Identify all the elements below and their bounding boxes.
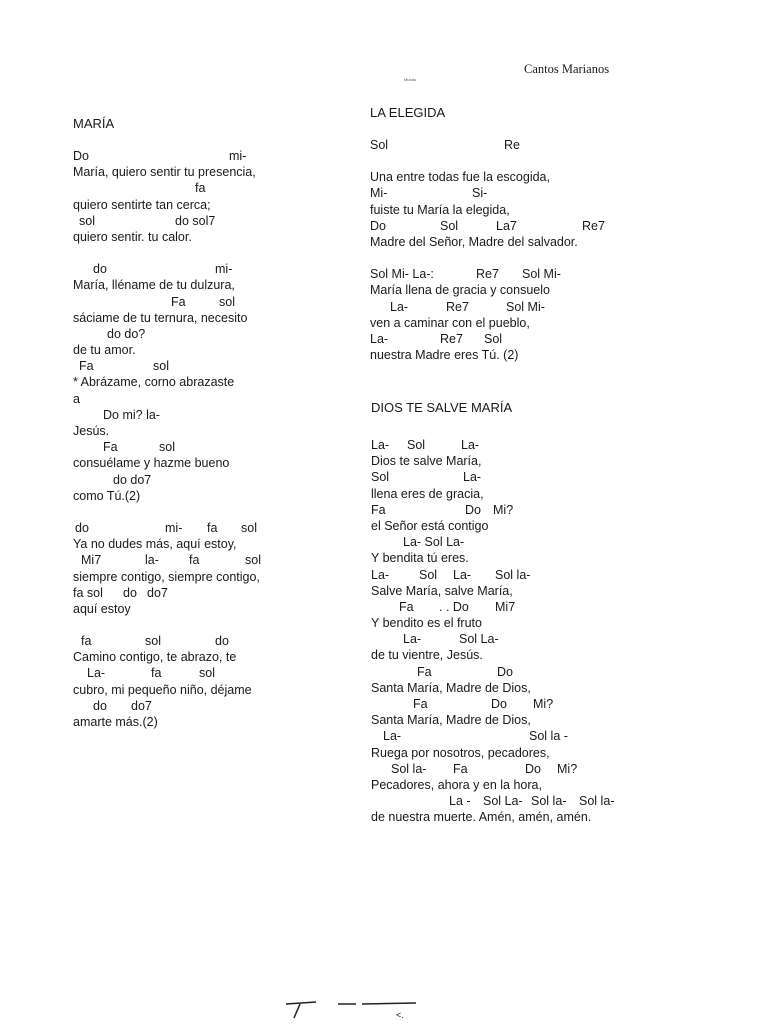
chord-line — [371, 793, 641, 809]
chord-line — [73, 665, 333, 681]
chord: Sol Mi- La-: — [370, 267, 434, 282]
lyric-line: consuélame y hazme bueno — [73, 456, 230, 471]
chord: do — [75, 520, 89, 535]
chord-line — [73, 439, 333, 455]
chord: do do? — [107, 326, 146, 341]
chord: sol — [159, 440, 175, 455]
chord: La- — [87, 666, 106, 681]
chord: la- — [145, 553, 159, 568]
chord: Sol la- — [579, 794, 615, 809]
chord-line — [371, 469, 641, 485]
chord-line — [73, 520, 333, 536]
chord: sol — [153, 359, 169, 374]
chord: fa — [195, 181, 206, 196]
lyric-line: Y bendita tú eres. — [371, 551, 469, 566]
stanza-gap — [73, 245, 333, 261]
chord-line — [73, 472, 333, 488]
chord: . . Do — [439, 599, 469, 614]
chord: Sol — [484, 331, 503, 346]
chord: sol — [245, 553, 261, 568]
chord-line — [370, 185, 640, 201]
chord: mi- — [229, 149, 247, 163]
chord: Sol — [407, 438, 426, 452]
chord-line — [73, 552, 333, 568]
lyric-line: llena eres de gracia, — [371, 486, 484, 501]
chord-line — [73, 358, 333, 374]
stanza-gap — [73, 504, 333, 520]
chord: La- Sol La- — [403, 535, 465, 550]
chord: sol — [219, 294, 235, 309]
chord-line — [370, 218, 640, 234]
lyric-line: Madre del Señor, Madre del salvador. — [370, 234, 578, 249]
stanza-gap — [370, 153, 640, 169]
chord-line — [371, 664, 641, 680]
chord: Mi? — [557, 761, 578, 776]
chord: Do — [491, 697, 507, 711]
chord-line — [371, 761, 641, 777]
chord-line — [371, 696, 641, 712]
chord: sol — [145, 634, 161, 649]
chord-line — [371, 534, 641, 550]
chord-line — [73, 261, 333, 277]
chord: La- — [463, 470, 482, 485]
chord: Re7 — [476, 267, 499, 282]
chord: Sol — [371, 470, 390, 485]
stanza-gap — [73, 617, 333, 633]
chord: Re — [504, 138, 520, 152]
chord: do do7 — [113, 472, 152, 487]
lyric-line: quiero sentirte tan cerca; — [73, 197, 211, 212]
chord-line — [73, 633, 333, 649]
chord: Fa — [417, 664, 432, 679]
chord-line — [371, 502, 641, 518]
lyric-line: ven a caminar con el pueblo, — [370, 315, 530, 330]
chord: do — [93, 698, 107, 713]
lyric-line: Ruega por nosotros, pecadores, — [371, 745, 550, 760]
chord: Fa — [171, 294, 186, 309]
lyric-line: amarte más.(2) — [73, 715, 158, 729]
lyric-line: el Señor está contigo — [371, 518, 489, 533]
chord: sol — [199, 666, 215, 681]
chord-line — [73, 294, 333, 310]
chord: La7 — [496, 218, 517, 233]
chord: Fa — [399, 599, 414, 614]
chord: fa — [151, 666, 162, 681]
chord: Re7 — [440, 331, 463, 346]
song-la-elegida — [370, 105, 640, 363]
lyric-line: Ya no dudes más, aquí estoy, — [73, 537, 237, 552]
lyric-line: fuiste tu María la elegida, — [370, 202, 510, 217]
chord: do7 — [147, 585, 168, 600]
lyric-line: como Tú.(2) — [73, 488, 141, 503]
chord: Do mi? la- — [103, 407, 160, 422]
chord-line — [73, 698, 333, 714]
chord: sol — [79, 213, 95, 228]
chord-line — [370, 266, 640, 282]
lyric-line: María, quiero sentir tu presencia, — [73, 165, 256, 180]
chord: Mi? — [493, 502, 514, 517]
chord: fa sol — [73, 585, 103, 600]
chord: Mi7 — [81, 553, 102, 568]
chord: Re7 — [582, 218, 605, 233]
lyric-line: Camino contigo, te abrazo, te — [73, 650, 237, 665]
chord: La- — [370, 331, 389, 346]
chord: La- — [383, 729, 402, 744]
chord: La- — [461, 438, 480, 452]
chord: Sol la - — [529, 729, 568, 744]
collection-title: Cantos Marianos — [524, 62, 610, 76]
chord: Si- — [472, 186, 488, 201]
song-lines — [370, 137, 640, 363]
chord: do — [215, 634, 229, 649]
chord: Sol la- — [531, 794, 567, 809]
chord-line — [73, 148, 333, 164]
chord-line — [73, 326, 333, 342]
lyric-line: * Abrázame, corno abrazaste — [73, 375, 235, 390]
chord: Fa — [371, 502, 386, 517]
lyric-line: cubro, mi pequeño niño, déjame — [73, 682, 252, 697]
song-lines — [73, 148, 333, 730]
chord-line — [370, 299, 640, 315]
lyric-line: nuestra Madre eres Tú. (2) — [370, 348, 519, 363]
lyric-line: María, lléname de tu dulzura, — [73, 278, 235, 293]
chord: Do — [525, 761, 541, 776]
chord: La- — [390, 299, 409, 314]
chord: do7 — [131, 698, 152, 713]
chord-line — [371, 631, 641, 647]
song-lines — [371, 437, 641, 826]
chord: fa — [81, 634, 92, 649]
chord: sol — [241, 520, 257, 535]
chord: La - — [449, 794, 471, 809]
lyric-line: Santa María, Madre de Dios, — [371, 680, 531, 695]
chord-line — [370, 331, 640, 347]
chord: Fa — [79, 359, 94, 374]
lyric-line: Santa María, Madre de Dios, — [371, 713, 531, 728]
chord: Fa — [103, 440, 118, 455]
chord: La- — [371, 567, 390, 582]
chord: Do — [370, 218, 386, 233]
song-title-dios-te-salve: DIOS TE SALVE MARÍA — [371, 400, 513, 415]
chord: Mi- — [370, 186, 388, 201]
lyric-line: de tu vientre, Jesús. — [371, 648, 483, 663]
chord: do — [123, 585, 137, 600]
chord-line — [371, 567, 641, 583]
footer-marks — [286, 996, 426, 1020]
chord-line — [73, 407, 333, 423]
chord-line — [370, 137, 640, 153]
chord: Do — [465, 502, 481, 517]
chord: Sol — [419, 567, 438, 582]
lyric-line: María llena de gracia y consuelo — [370, 283, 550, 298]
lyric-line: sáciame de tu ternura, necesito — [73, 310, 248, 325]
lyric-line: Jesús. — [73, 424, 110, 438]
chord: fa — [207, 520, 218, 535]
chord: Do — [497, 664, 513, 679]
chord: La- — [403, 632, 422, 647]
chord-line — [371, 728, 641, 744]
chord: Sol — [440, 218, 459, 233]
lyric-line: de nuestra muerte. Amén, amén, amén. — [371, 810, 592, 825]
lyric-line: Una entre todas fue la escogida, — [370, 170, 550, 185]
lyric-line: quiero sentir. tu calor. — [73, 229, 192, 244]
chord: do — [93, 262, 107, 277]
chord: Fa — [413, 697, 428, 711]
chord: do sol7 — [175, 213, 216, 228]
chord: Sol la- — [495, 567, 531, 582]
chord: Mi7 — [495, 599, 516, 614]
chord: Do — [73, 149, 89, 163]
chord: Re7 — [446, 299, 469, 314]
chord: La- — [371, 438, 390, 452]
song-title-maria: MARÍA — [73, 116, 115, 131]
lyric-line: aquí estoy — [73, 601, 131, 616]
chord-line — [371, 599, 641, 615]
chord-line — [73, 180, 333, 196]
lyric-line: Dios te salve María, — [371, 454, 482, 469]
tiny-mark: Mundo — [404, 77, 417, 82]
svg-text:<.: <. — [396, 1010, 404, 1020]
lyric-line: siempre contigo, siempre contigo, — [73, 569, 260, 584]
song-dios-te-salve — [371, 400, 641, 826]
chord: mi- — [215, 262, 233, 277]
lyric-line: Pecadores, ahora y en la hora, — [371, 777, 542, 792]
chord: Sol — [370, 138, 389, 152]
chord-line — [73, 213, 333, 229]
song-maria — [73, 116, 333, 730]
chord: mi- — [165, 520, 183, 535]
lyric-line: de tu amor. — [73, 343, 136, 358]
chord-line — [73, 585, 333, 601]
song-title-la-elegida: LA ELEGIDA — [370, 105, 446, 120]
lyric-line: Salve María, salve María, — [371, 583, 513, 598]
chord: Sol La- — [459, 632, 499, 647]
lyric-line: Y bendito es el fruto — [371, 616, 482, 631]
chord: Sol Mi- — [522, 267, 561, 282]
chord: Mi? — [533, 697, 554, 711]
stanza-gap — [370, 250, 640, 266]
chord: Sol la- — [391, 761, 427, 776]
lyric-line: a — [73, 391, 80, 406]
chord: Sol Mi- — [506, 299, 545, 314]
chord-line — [371, 437, 641, 453]
chord: Sol La- — [483, 794, 523, 809]
chord: Fa — [453, 761, 468, 776]
chord: fa — [189, 553, 200, 568]
chord: La- — [453, 567, 472, 582]
